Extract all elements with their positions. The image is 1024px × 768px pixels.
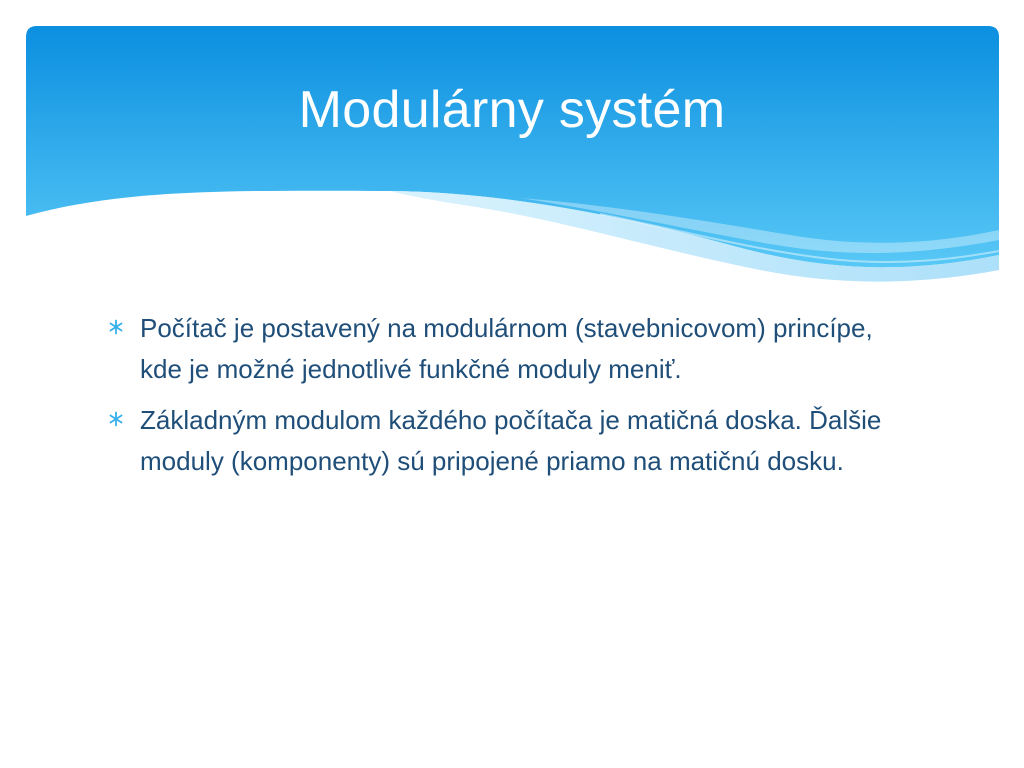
asterisk-icon bbox=[108, 319, 124, 335]
slide-title: Modulárny systém bbox=[298, 81, 726, 139]
bullet-item-1 bbox=[108, 308, 888, 390]
bullet-list bbox=[108, 308, 888, 492]
bullet-text-1: Počítač je postavený na modulárnom (stavebnicovom) princípe, kde je možné jednotlivé funkčné moduly meniť. bbox=[140, 313, 873, 384]
bullet-item-2 bbox=[108, 400, 888, 482]
bullet-text-2: Základným modulom každého počítača je matičná doska. Ďalšie moduly (komponenty) sú pripojené priamo na matičnú dosku. bbox=[140, 405, 882, 476]
header-wave-background bbox=[0, 0, 1024, 300]
asterisk-icon bbox=[108, 411, 124, 427]
